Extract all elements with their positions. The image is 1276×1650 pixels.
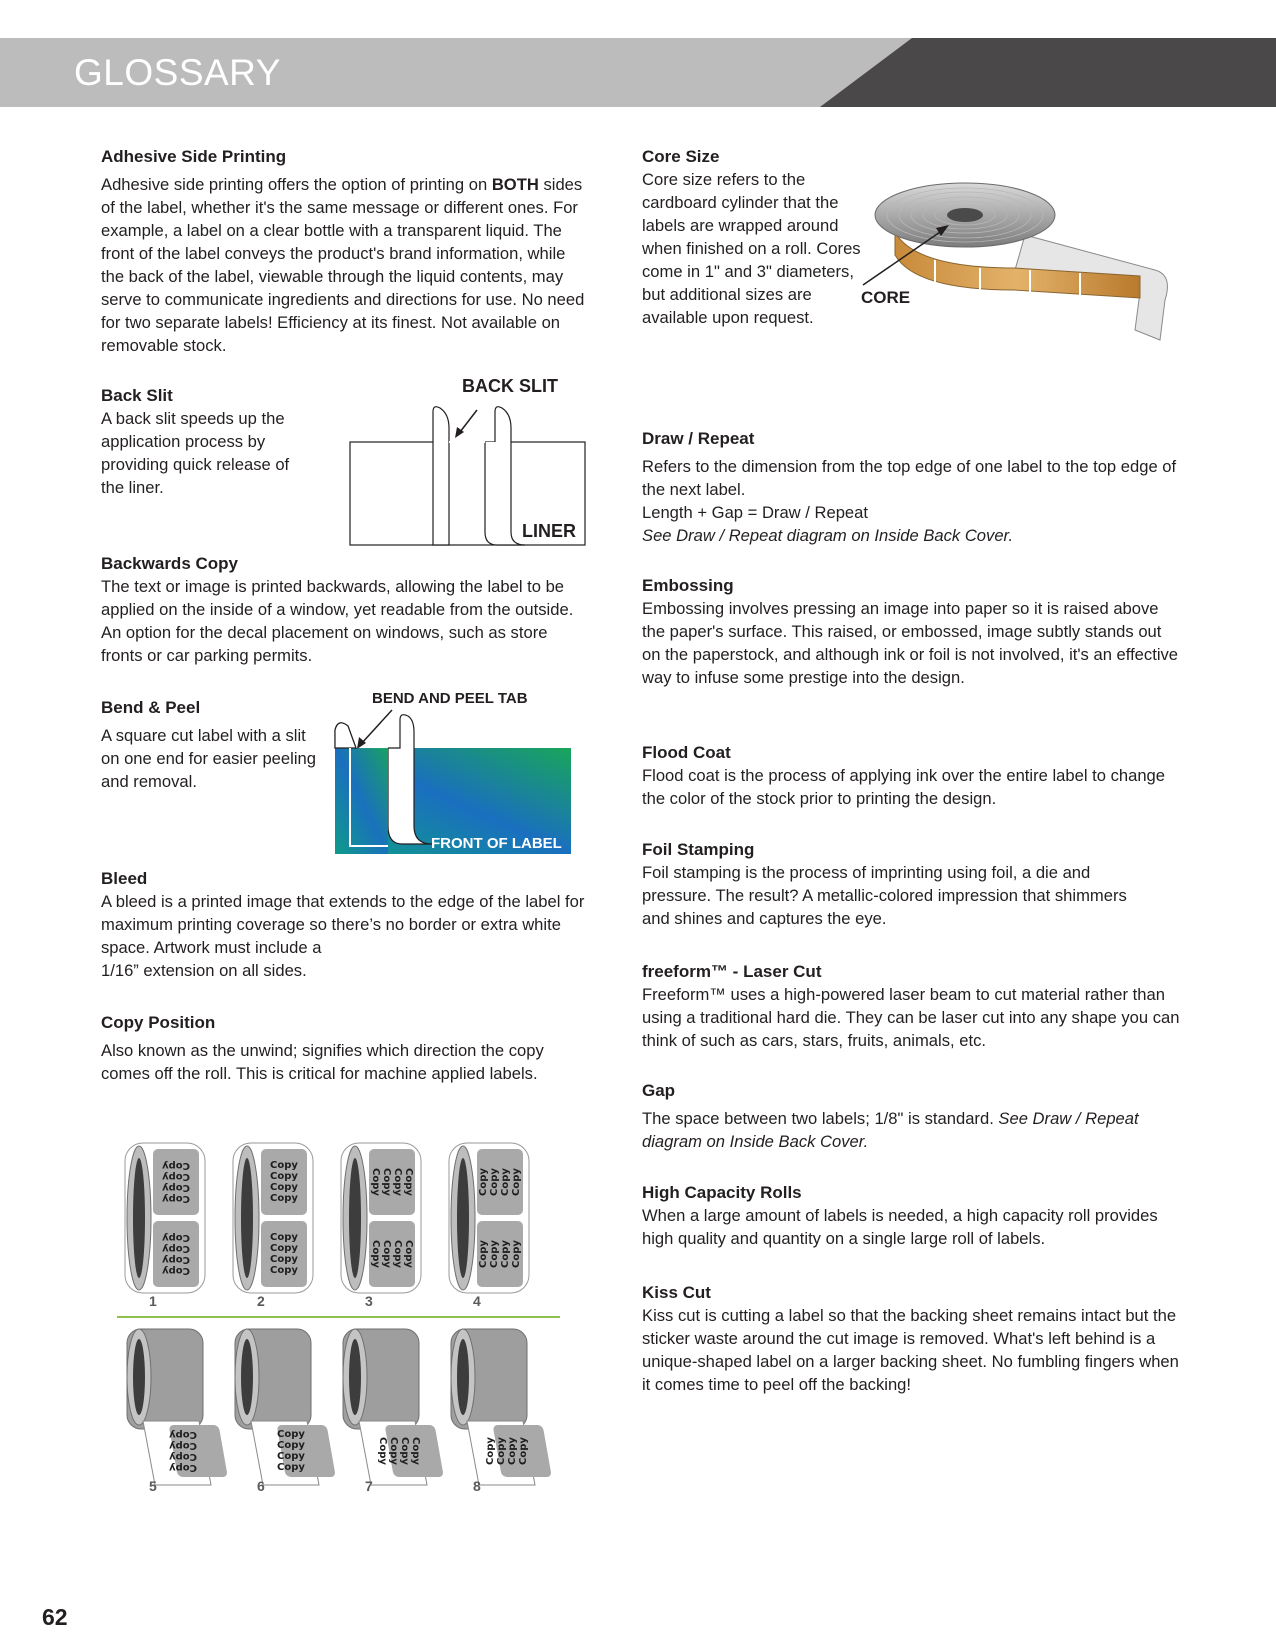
fig-label-front-of-label: FRONT OF LABEL — [431, 835, 562, 852]
copy-position-number: 6 — [257, 1478, 265, 1494]
copy-text: Copy — [403, 1168, 414, 1196]
term-title: Core Size — [642, 147, 720, 166]
copy-position-number: 8 — [473, 1478, 481, 1494]
copy-text: Copy — [478, 1240, 489, 1268]
term-title: Copy Position — [101, 1013, 216, 1032]
copy-text: Copy — [162, 1243, 190, 1254]
term-title: Bleed — [101, 869, 148, 888]
term-definition: A bleed is a printed image that extends to the edge of the label for maximum printing coverage so there’s no border or extra white space. Artwork must include a — [101, 892, 585, 957]
entry-backwards-copy — [101, 553, 591, 667]
copy-text: Copy — [500, 1168, 511, 1196]
copy-text: Copy — [270, 1254, 298, 1265]
term-title: Draw / Repeat — [642, 429, 755, 448]
copy-text: Copy — [277, 1429, 305, 1440]
copy-text: Copy — [392, 1240, 403, 1268]
entry-kiss-cut — [642, 1282, 1182, 1396]
entry-bend-and-peel — [101, 697, 316, 793]
fig-label-liner: LINER — [522, 521, 576, 541]
copy-text: Copy — [162, 1193, 190, 1204]
term-definition: Refers to the dimension from the top edge of one label to the top edge of the next label. — [642, 457, 1177, 499]
term-title: Backwards Copy — [101, 554, 238, 573]
copy-text: Copy — [507, 1437, 518, 1465]
copy-text: Copy — [410, 1437, 421, 1465]
entry-core-size — [642, 146, 867, 329]
copy-text: Copy — [370, 1240, 381, 1268]
copy-text: Copy — [392, 1168, 403, 1196]
term-definition: Embossing involves pressing an image into paper so it is raised above the paper's surface. This raised, or embossed, image subtly stands out on the paperstock, and although ink or foil is not involved, it's an effective way to infuse some prestige into the design. — [642, 599, 1179, 687]
term-definition — [101, 173, 591, 357]
term-definition: Foil stamping is the process of imprinting using foil, a die and pressure. The result? A metallic-colored impression that shimmers and shines and captures the eye. — [642, 863, 1127, 928]
copy-roll-7 — [343, 1329, 444, 1494]
term-definition: When a large amount of labels is needed, a high capacity roll provides high quality and quantity on a single large roll of labels. — [642, 1206, 1158, 1248]
definition-text: The space between two labels; 1/8" is standard. — [642, 1109, 999, 1128]
term-title: Back Slit — [101, 386, 173, 405]
copy-text: Copy — [169, 1451, 197, 1462]
copy-text: Copy — [162, 1265, 190, 1276]
copy-text: Copy — [511, 1240, 522, 1268]
term-title: Gap — [642, 1081, 676, 1100]
copy-text: Copy — [162, 1232, 190, 1243]
entry-embossing — [642, 575, 1182, 689]
copy-text: Copy — [489, 1168, 500, 1196]
copy-text: Copy — [485, 1437, 496, 1465]
back-slit-diagram — [345, 372, 595, 550]
term-title: Kiss Cut — [642, 1283, 711, 1302]
copy-text: Copy — [169, 1440, 197, 1451]
term-title: Embossing — [642, 576, 734, 595]
term-definition — [642, 1107, 1142, 1153]
term-definition-line: Length + Gap = Draw / Repeat — [642, 503, 869, 522]
copy-text: Copy — [277, 1462, 305, 1473]
copy-roll-5 — [127, 1329, 228, 1494]
entry-high-capacity-rolls — [642, 1182, 1182, 1250]
copy-text: Copy — [169, 1462, 197, 1473]
copy-text: Copy — [270, 1265, 298, 1276]
term-definition: Kiss cut is cutting a label so that the backing sheet remains intact but the sticker waste around the cut image is removed. What's left behind is a unique-shaped label on a larger backing sheet. No fumbling fingers when it comes time to peel off the backing! — [642, 1306, 1179, 1394]
copy-text: Copy — [162, 1182, 190, 1193]
definition-text: Adhesive side printing offers the option of printing on — [101, 175, 492, 194]
copy-text: Copy — [270, 1243, 298, 1254]
copy-text: Copy — [370, 1168, 381, 1196]
term-definition: Freeform™ uses a high-powered laser beam to cut material rather than using a traditional hard die. They can be laser cut into any shape you can think of such as cars, stars, fruits, animals, etc. — [642, 985, 1180, 1050]
term-definition: A square cut label with a slit on one end for easier peeling and removal. — [101, 726, 316, 791]
term-title: High Capacity Rolls — [642, 1183, 802, 1202]
copy-position-number: 2 — [257, 1293, 265, 1309]
copy-text: Copy — [270, 1171, 298, 1182]
copy-text: Copy — [381, 1240, 392, 1268]
term-title: Bend & Peel — [101, 698, 201, 717]
copy-text: Copy — [270, 1232, 298, 1243]
term-title: Adhesive Side Printing — [101, 147, 287, 166]
page-number: 62 — [42, 1604, 68, 1630]
copy-roll-8 — [451, 1329, 552, 1494]
copy-roll-3 — [341, 1143, 421, 1309]
copy-position-number: 4 — [473, 1293, 481, 1309]
term-definition: Also known as the unwind; signifies which direction the copy comes off the roll. This is critical for machine applied labels. — [101, 1041, 544, 1083]
term-title: freeform™ - Laser Cut — [642, 962, 822, 981]
copy-roll-2 — [233, 1143, 313, 1309]
copy-text: Copy — [500, 1240, 511, 1268]
header-banner — [0, 38, 1276, 107]
term-definition: The text or image is printed backwards, allowing the label to be applied on the inside of a window, yet readable from the outside. An option for the decal placement on windows, such as store fronts or car parking permits. — [101, 577, 574, 665]
copy-text: Copy — [496, 1437, 507, 1465]
copy-text: Copy — [270, 1182, 298, 1193]
entry-adhesive-side-printing — [101, 146, 591, 357]
bend-and-peel-diagram — [328, 686, 588, 858]
fig-label-bend-peel-tab: BEND AND PEEL TAB — [372, 690, 528, 707]
term-definition-note: See Draw / Repeat diagram on Inside Back Cover. — [642, 526, 1014, 545]
copy-text: Copy — [277, 1440, 305, 1451]
page-title: GLOSSARY — [74, 52, 281, 93]
copy-text: Copy — [162, 1171, 190, 1182]
core-roll-diagram — [855, 180, 1175, 350]
entry-copy-position — [101, 1012, 591, 1085]
entry-freeform-laser-cut — [642, 961, 1182, 1052]
entry-back-slit — [101, 385, 316, 499]
copy-text: Copy — [388, 1437, 399, 1465]
copy-roll-6 — [235, 1329, 336, 1494]
copy-text: Copy — [270, 1160, 298, 1171]
copy-position-diagram — [115, 1135, 575, 1505]
copy-roll-1 — [125, 1143, 205, 1309]
term-definition: Core size refers to the cardboard cylinder that the labels are wrapped around when finished on a roll. Cores come in 1" and 3" diameters, but additional sizes are available upon request. — [642, 170, 861, 327]
copy-text: Copy — [511, 1168, 522, 1196]
entry-flood-coat — [642, 742, 1182, 810]
entry-gap — [642, 1080, 1142, 1153]
definition-text: sides of the label, whether it's the same message or different ones. For example, a label on a clear bottle with a transparent liquid. The front of the label conveys the product's brand information, while the back of the label, viewable through the liquid contents, may serve to communicate ingredients and directions for use. No need for two separate labels! Efficiency at its finest. Not available on removable stock. — [101, 175, 585, 355]
definition-emphasis: BOTH — [491, 175, 539, 194]
copy-text: Copy — [381, 1168, 392, 1196]
fig-label-back-slit: BACK SLIT — [462, 376, 558, 396]
copy-text: Copy — [270, 1193, 298, 1204]
copy-text: Copy — [478, 1168, 489, 1196]
copy-text: Copy — [169, 1429, 197, 1440]
copy-text: Copy — [377, 1437, 388, 1465]
copy-text: Copy — [277, 1451, 305, 1462]
copy-text: Copy — [162, 1254, 190, 1265]
entry-draw-repeat — [642, 428, 1182, 547]
copy-text: Copy — [162, 1160, 190, 1171]
copy-roll-4 — [449, 1143, 529, 1309]
copy-text: Copy — [489, 1240, 500, 1268]
term-definition: Flood coat is the process of applying ink over the entire label to change the color of the stock prior to printing the design. — [642, 766, 1166, 808]
term-title: Foil Stamping — [642, 840, 755, 859]
copy-position-number: 7 — [365, 1478, 373, 1494]
term-definition: A back slit speeds up the application process by providing quick release of the liner. — [101, 409, 290, 497]
entry-bleed — [101, 868, 591, 982]
copy-position-number: 5 — [149, 1478, 157, 1494]
entry-foil-stamping — [642, 839, 1142, 930]
copy-text: Copy — [399, 1437, 410, 1465]
copy-text: Copy — [403, 1240, 414, 1268]
term-definition-line: 1/16” extension on all sides. — [101, 961, 307, 980]
copy-position-number: 3 — [365, 1293, 373, 1309]
copy-text: Copy — [518, 1437, 529, 1465]
copy-position-number: 1 — [149, 1293, 157, 1309]
fig-label-core: CORE — [861, 288, 911, 307]
term-title: Flood Coat — [642, 743, 731, 762]
definition-note: See Draw / Repeat diagram on Inside Back Cover. — [642, 1109, 1139, 1151]
